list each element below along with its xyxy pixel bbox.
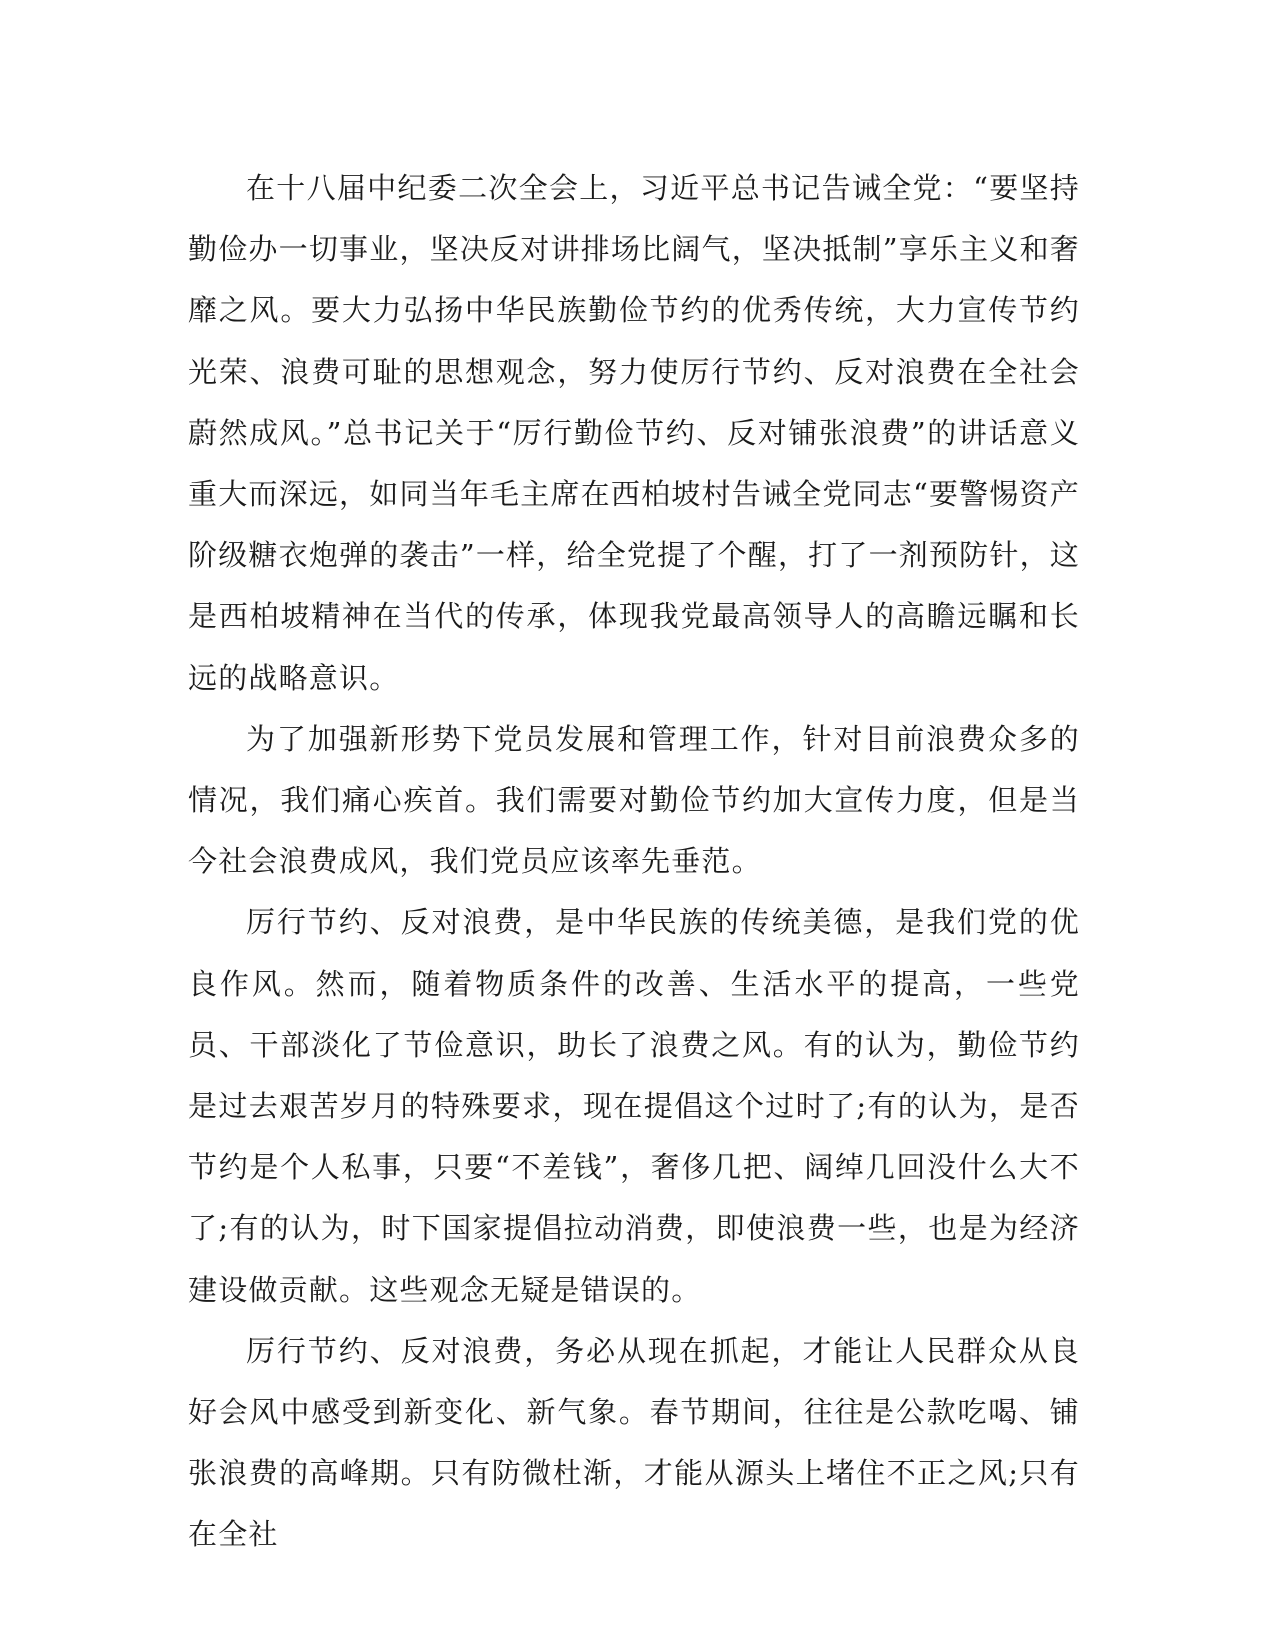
paragraph-2: 为了加强新形势下党员发展和管理工作，针对目前浪费众多的情况，我们痛心疾首。我们需要对勤俭节约加大宣传力度，但是当今社会浪费成风，我们党员应该率先垂范。 — [188, 721, 1080, 879]
paragraph-3: 厉行节约、反对浪费，是中华民族的传统美德，是我们党的优良作风。然而，随着物质条件的改善、生活水平的提高，一些党员、干部淡化了节俭意识，助长了浪费之风。有的认为，勤俭节约是过去艰苦岁月的特殊要求，现在提倡这个过时了;有的认为，是否节约是个人私事，只要“不差钱”，奢侈几把、阔绰几回没什么大不了;有的认为，时下国家提倡拉动消费，即使浪费一些，也是为经济建设做贡献。这些观念无疑是错误的。 — [188, 905, 1080, 1307]
paragraph-4: 厉行节约、反对浪费，务必从现在抓起，才能让人民群众从良好会风中感受到新变化、新气象。春节期间，往往是公款吃喝、铺张浪费的高峰期。只有防微杜渐，才能从源头上堵住不正之风;只有在全社 — [188, 1333, 1080, 1552]
document-body — [188, 158, 1080, 1566]
paragraph-1: 在十八届中纪委二次全会上，习近平总书记告诫全党：“要坚持勤俭办一切事业，坚决反对讲排场比阔气，坚决抵制”享乐主义和奢靡之风。要大力弘扬中华民族勤俭节约的优秀传统，大力宣传节约光荣、浪费可耻的思想观念，努力使厉行节约、反对浪费在全社会蔚然成风。”总书记关于“厉行勤俭节约、反对铺张浪费”的讲话意义重大而深远，如同当年毛主席在西柏坡村告诫全党同志“要警惕资产阶级糖衣炮弹的袭击”一样，给全党提了个醒，打了一剂预防针，这是西柏坡精神在当代的传承，体现我党最高领导人的高瞻远瞩和长远的战略意识。 — [188, 171, 1080, 695]
